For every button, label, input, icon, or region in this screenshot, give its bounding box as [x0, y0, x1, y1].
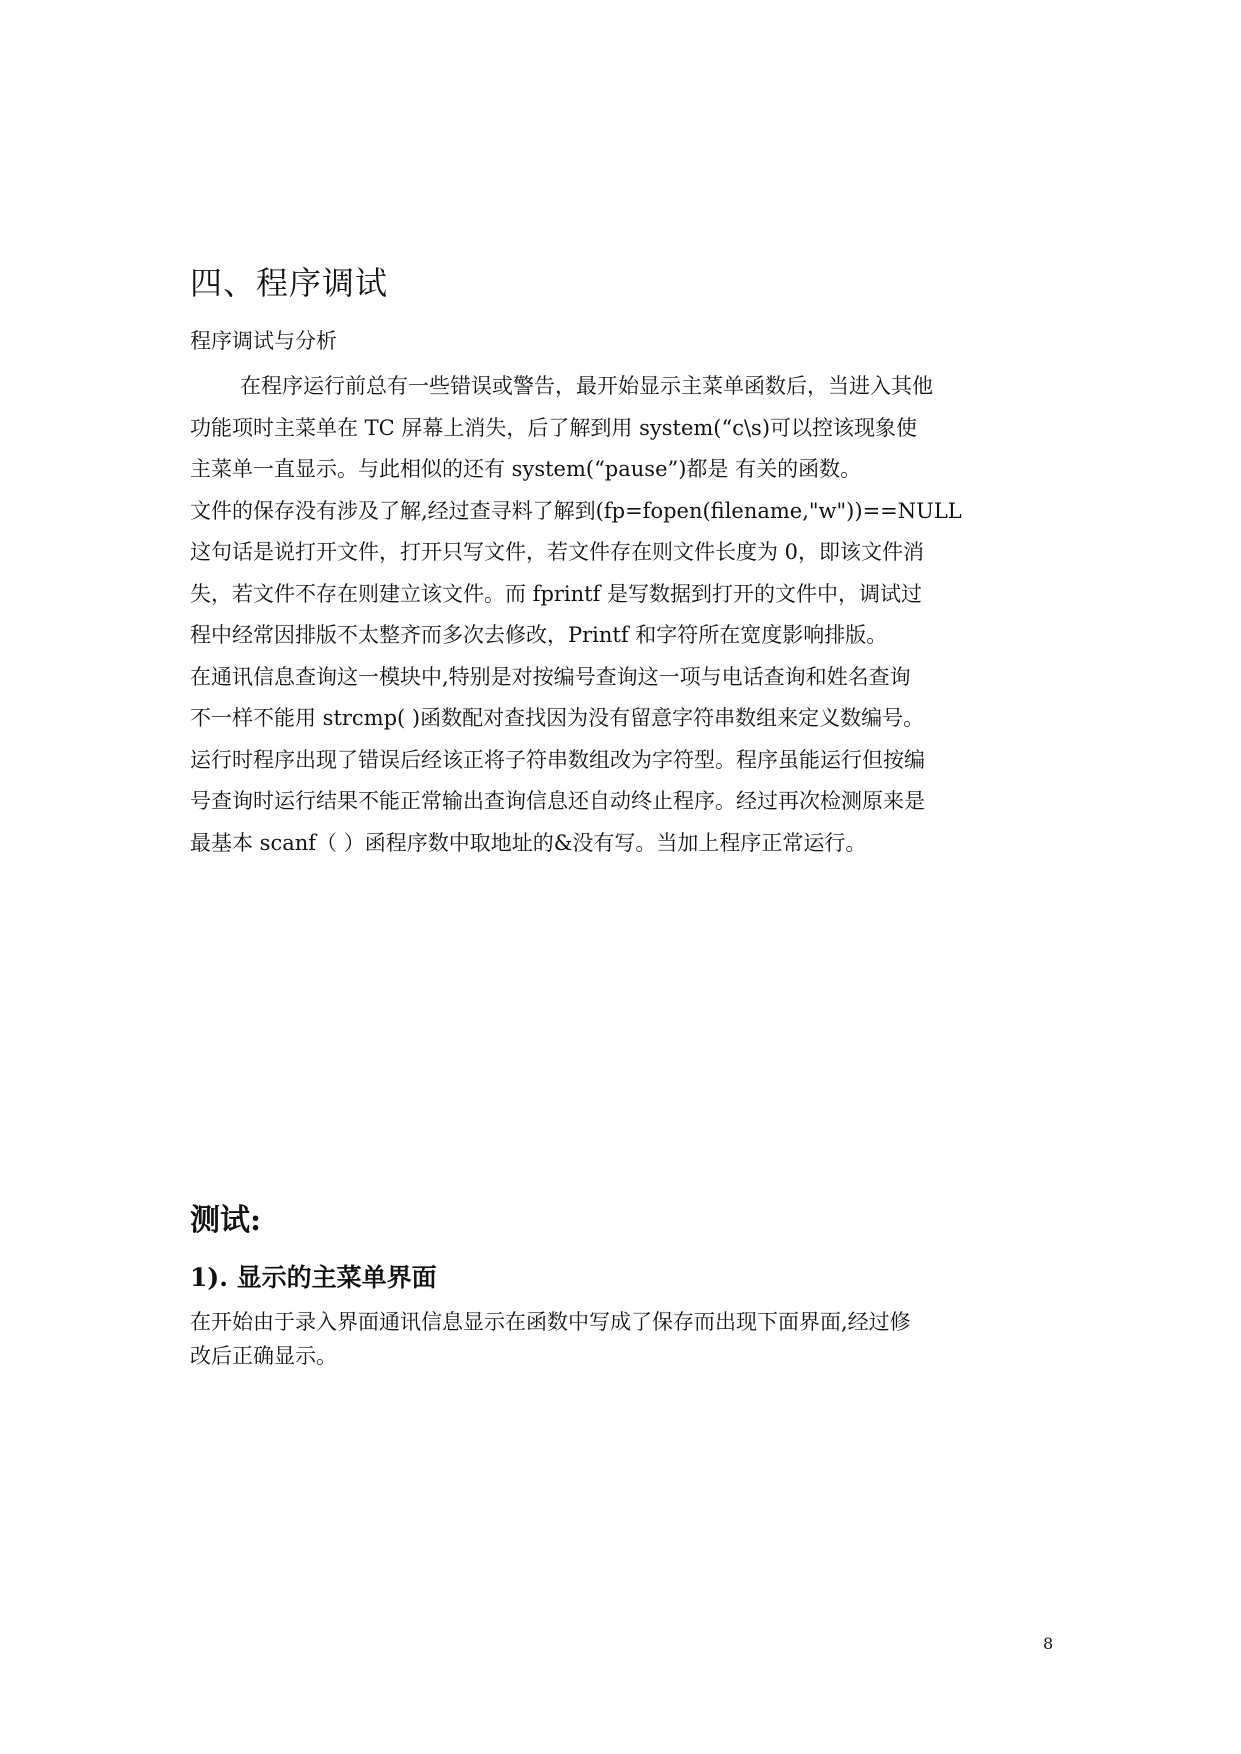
paragraph-line: 这句话是说打开文件，打开只写文件，若文件存在则文件长度为 0，即该文件消 [190, 540, 925, 564]
section-subtitle: 程序调试与分析 [190, 329, 337, 353]
page-number: 8 [1043, 1634, 1054, 1653]
test-paragraph [190, 1305, 1060, 1373]
paragraph-line: 主菜单一直显示。与此相似的还有 system(“pause”)都是 有关的函数。 [190, 457, 862, 481]
test-heading: 测试: [190, 1203, 262, 1238]
paragraph-line: 功能项时主菜单在 TC 屏幕上消失，后了解到用 system(“c\s)可以控该现象使 [190, 415, 918, 440]
paragraph-line: 在通讯信息查询这一模块中,特别是对按编号查询这一项与电话查询和姓名查询 [190, 664, 911, 689]
paragraph-line: 最基本 scanf（ ）函程序数中取地址的&没有写。当加上程序正常运行。 [190, 830, 867, 855]
paragraph-line: 文件的保存没有涉及了解,经过查寻料了解到(fp=fopen(filename,"w"))==NULL [190, 498, 962, 523]
debug-paragraph [190, 366, 1060, 864]
paragraph-line: 号查询时运行结果不能正常输出查询信息还自动终止程序。经过再次检测原来是 [190, 789, 925, 813]
section-heading: 四、程序调试 [190, 264, 389, 302]
paragraph-line: 在程序运行前总有一些错误或警告，最开始显示主菜单函数后，当进入其他 [240, 374, 933, 398]
paragraph-line: 失，若文件不存在则建立该文件。而 fprintf 是写数据到打开的文件中，调试过 [190, 581, 923, 606]
paragraph-line: 改后正确显示。 [190, 1344, 337, 1368]
paragraph-line: 不一样不能用 strcmp( )函数配对查找因为没有留意字符串数组来定义数编号。 [190, 706, 925, 730]
paragraph-line: 运行时程序出现了错误后经该正将子符串数组改为字符型。程序虽能运行但按编 [190, 747, 925, 772]
menu-subheading: 1). 显示的主菜单界面 [190, 1263, 437, 1292]
paragraph-line: 程中经常因排版不太整齐而多次去修改，Printf 和字符所在宽度影响排版。 [190, 623, 888, 647]
paragraph-line: 在开始由于录入界面通讯信息显示在函数中写成了保存而出现下面界面,经过修 [190, 1310, 911, 1334]
